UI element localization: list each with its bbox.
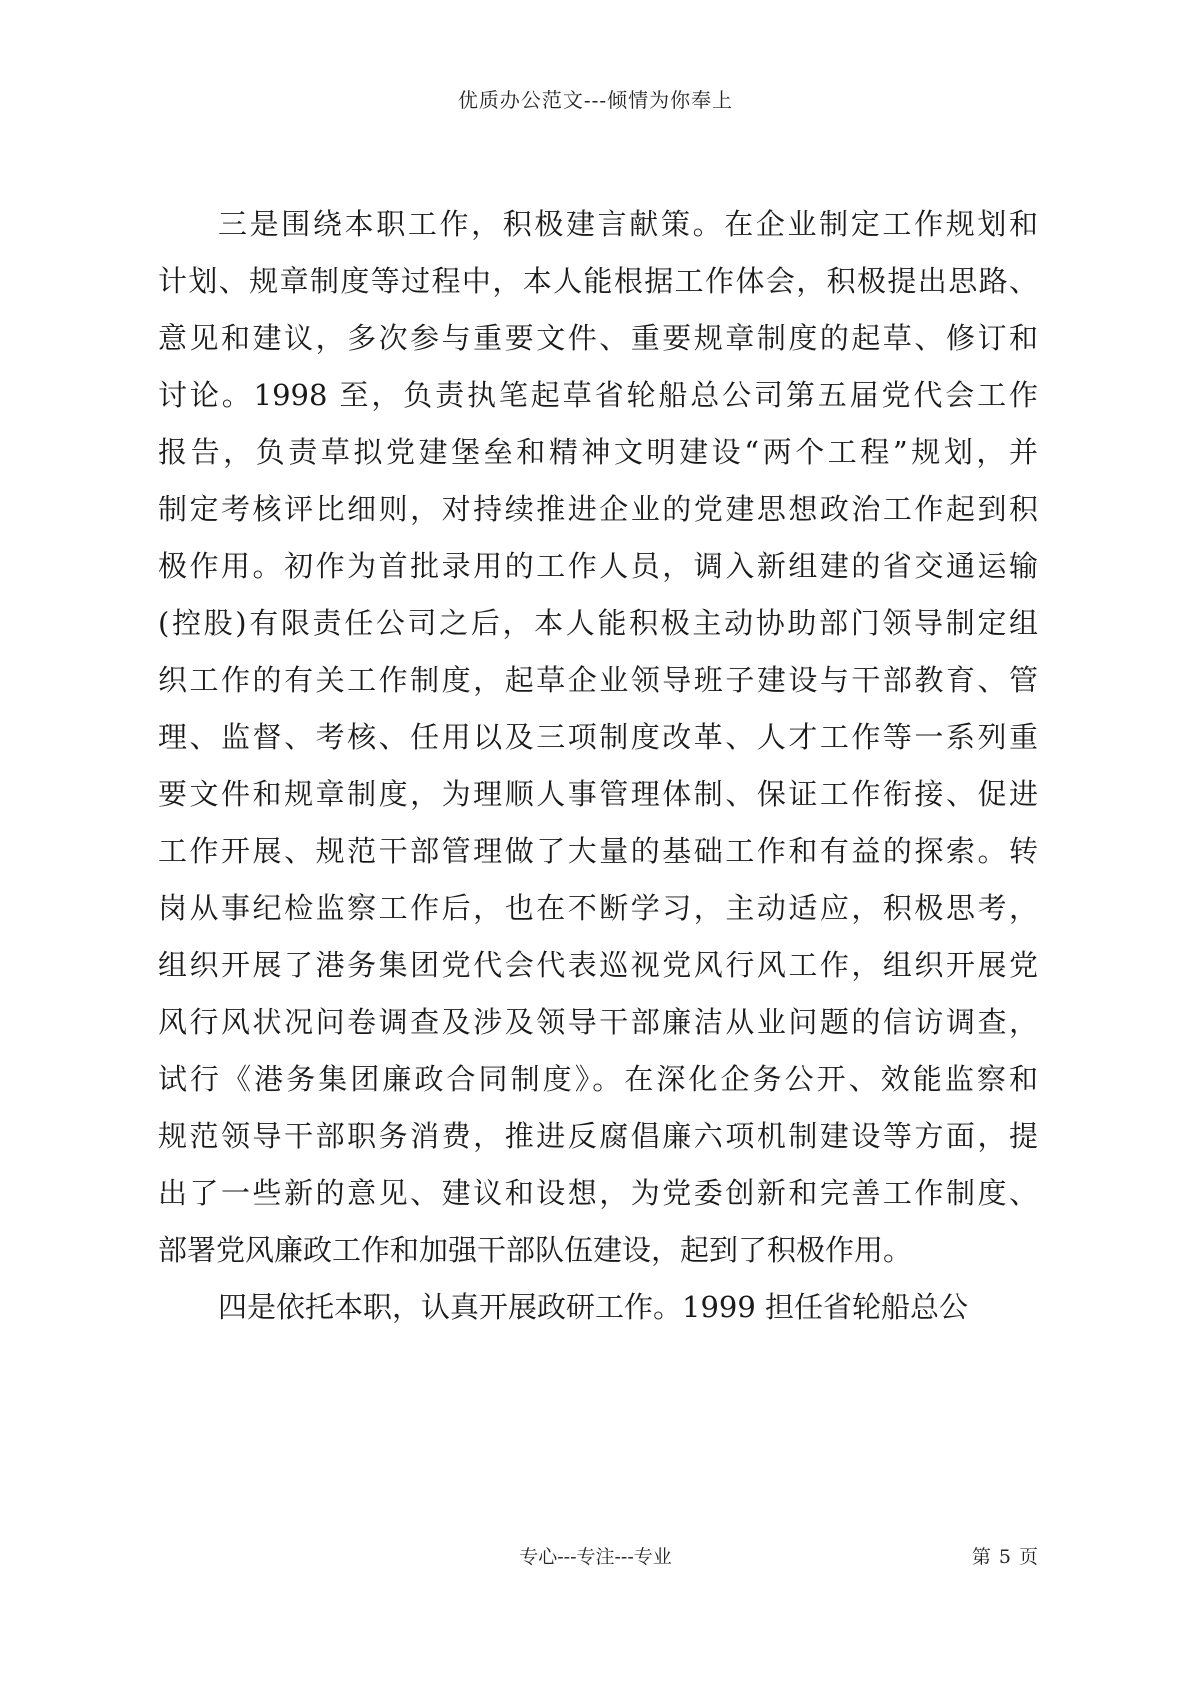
- paragraph-line: 织工作的有关工作制度，起草企业领导班子建设与干部教育、管: [158, 663, 1038, 697]
- paragraph-line: 理、监督、考核、任用以及三项制度改革、人才工作等一系列重: [158, 720, 1038, 754]
- paragraph-line: 极作用。初作为首批录用的工作人员，调入新组建的省交通运输: [158, 549, 1038, 583]
- paragraph-line: 规范领导干部职务消费，推进反腐倡廉六项机制建设等方面，提: [158, 1119, 1038, 1153]
- paragraph-line: 三是围绕本职工作，积极建言献策。在企业制定工作规划和: [218, 207, 1038, 241]
- paragraph-line: 计划、规章制度等过程中，本人能根据工作体会，积极提出思路、: [158, 264, 1038, 298]
- document-body: [158, 196, 1038, 1336]
- page-number: 第 5 页: [971, 1546, 1039, 1568]
- paragraph-line: 制定考核评比细则，对持续推进企业的党建思想政治工作起到积: [158, 492, 1038, 526]
- paragraph-line: 工作开展、规范干部管理做了大量的基础工作和有益的探索。转: [158, 834, 1038, 868]
- paragraph-line: 岗从事纪检监察工作后，也在不断学习，主动适应，积极思考，: [158, 891, 1038, 925]
- footer-slogan: 专心---专注---专业: [519, 1546, 672, 1568]
- paragraph-line: 报告，负责草拟党建堡垒和精神文明建设“两个工程”规划，并: [158, 435, 1038, 469]
- page-header: 优质办公范文---倾情为你奉上: [457, 88, 734, 112]
- paragraph-line: 意见和建议，多次参与重要文件、重要规章制度的起草、修订和: [158, 321, 1038, 355]
- paragraph-line: 风行风状况问卷调查及涉及领导干部廉洁从业问题的信访调查，: [158, 1005, 1038, 1039]
- paragraph-line: 出了一些新的意见、建议和设想，为党委创新和完善工作制度、: [158, 1176, 1038, 1210]
- paragraph-line: 试行《港务集团廉政合同制度》。在深化企务公开、效能监察和: [158, 1062, 1038, 1096]
- paragraph-line: 部署党风廉政工作和加强干部队伍建设，起到了积极作用。: [158, 1233, 913, 1267]
- paragraph-line: 组织开展了港务集团党代会代表巡视党风行风工作，组织开展党: [158, 948, 1038, 982]
- paragraph-line: 讨论。1998 至，负责执笔起草省轮船总公司第五届党代会工作: [158, 378, 1038, 412]
- paragraph-line: 要文件和规章制度，为理顺人事管理体制、保证工作衔接、促进: [158, 777, 1038, 811]
- paragraph-line: 四是依托本职，认真开展政研工作。1999 担任省轮船总公: [218, 1290, 969, 1324]
- paragraph-line: (控股)有限责任公司之后，本人能积极主动协助部门领导制定组: [158, 606, 1038, 640]
